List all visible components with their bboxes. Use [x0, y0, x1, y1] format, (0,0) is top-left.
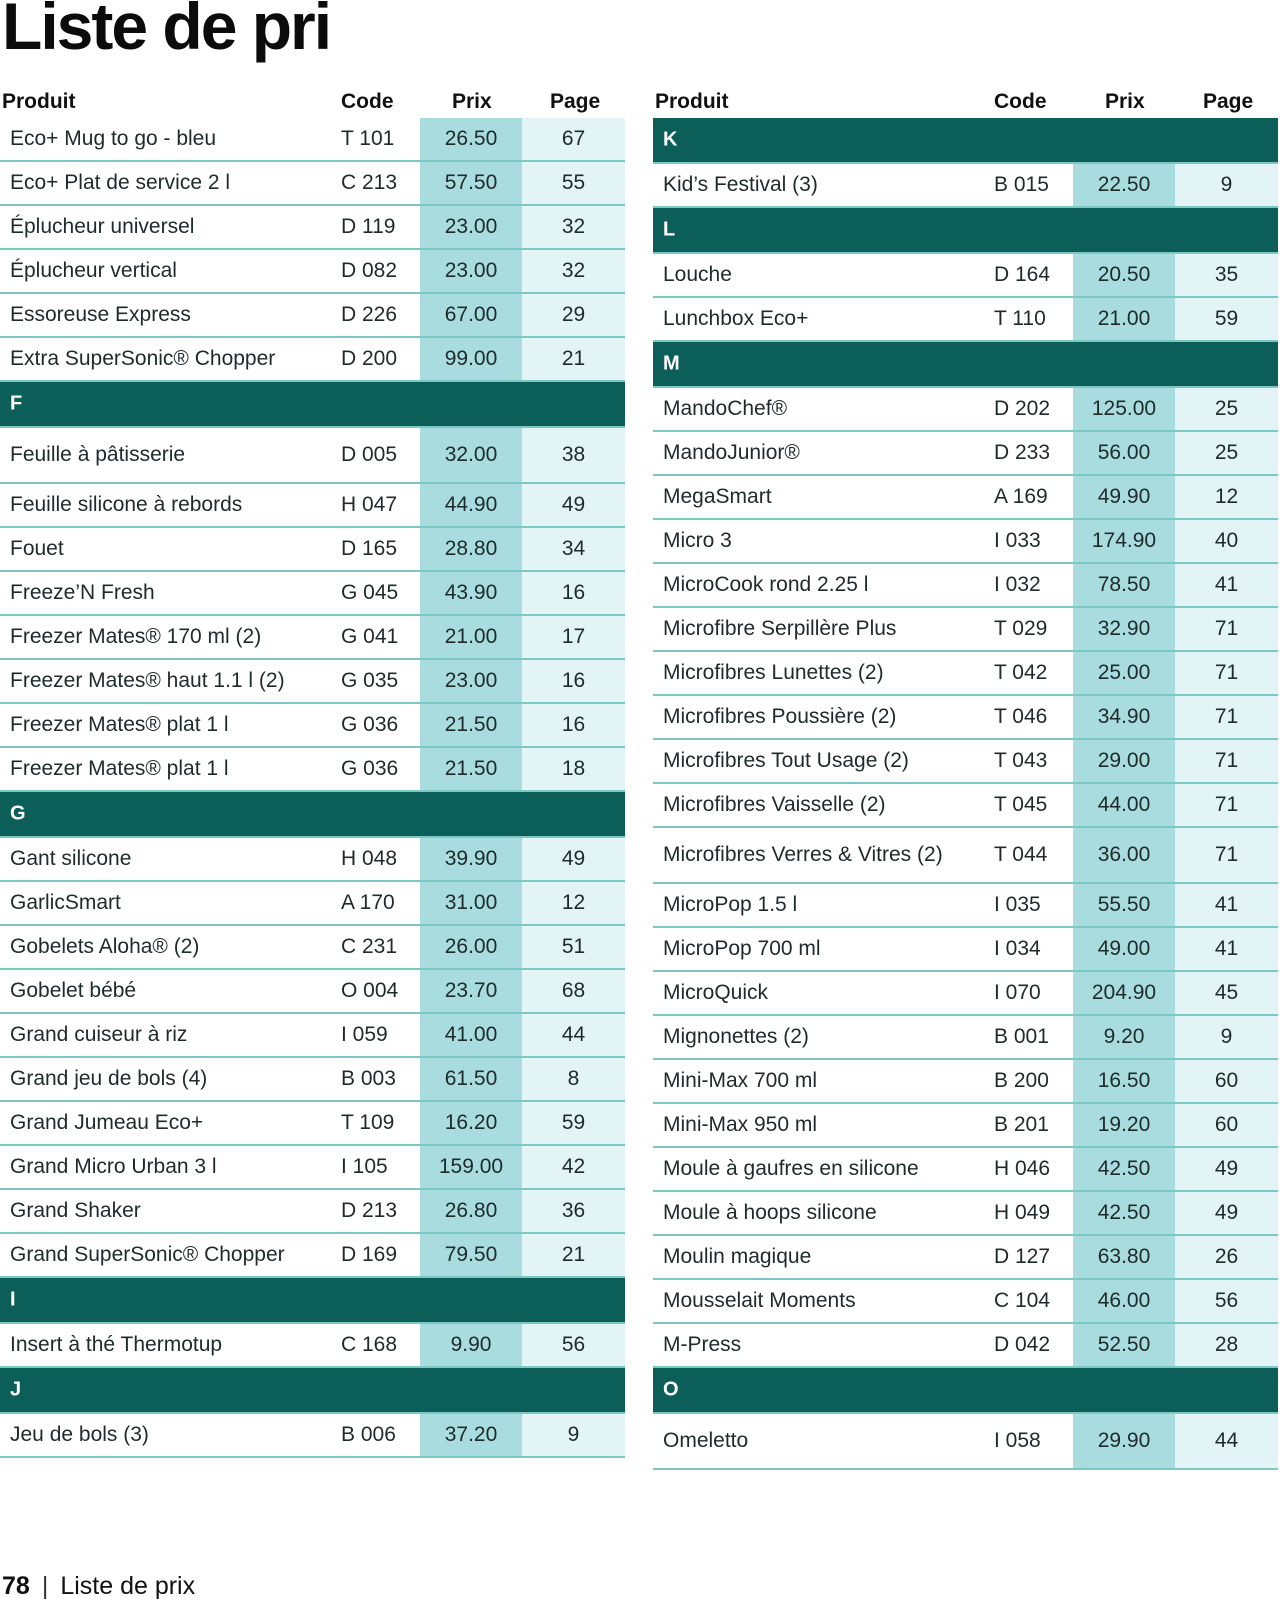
header-code: Code [994, 90, 1047, 113]
product-code: I 032 [994, 573, 1041, 596]
product-code: A 169 [994, 485, 1048, 508]
product-name: Microfibres Vaisselle (2) [663, 793, 886, 816]
product-price: 57.50 [444, 171, 498, 194]
product-price: 37.20 [444, 1423, 498, 1446]
table-row [653, 1060, 1278, 1104]
product-page: 9 [567, 1423, 580, 1446]
product-code: D 226 [341, 303, 398, 326]
product-name: Lunchbox Eco+ [663, 307, 809, 330]
table-row [0, 428, 625, 484]
product-page: 56 [561, 1333, 586, 1356]
product-price: 23.00 [444, 669, 498, 692]
product-name: M-Press [663, 1333, 742, 1356]
product-price: 21.00 [444, 625, 498, 648]
section-letter: I [10, 1288, 16, 1311]
product-name: Éplucheur vertical [10, 259, 177, 282]
product-page: 29 [561, 303, 586, 326]
product-code: T 045 [994, 793, 1048, 816]
product-page: 71 [1214, 617, 1239, 640]
section-header [0, 382, 625, 428]
product-price: 39.90 [444, 847, 498, 870]
product-price: 46.00 [1097, 1289, 1151, 1312]
section-header [0, 1278, 625, 1324]
product-price: 32.00 [444, 443, 498, 466]
page-number: 78 [2, 1572, 30, 1600]
product-price: 29.90 [1097, 1429, 1151, 1452]
product-price: 55.50 [1097, 893, 1151, 916]
product-code: D 200 [341, 347, 398, 370]
product-code: H 049 [994, 1201, 1051, 1224]
section-letter: G [10, 802, 26, 825]
table-row [653, 520, 1278, 564]
product-code: H 048 [341, 847, 398, 870]
product-code: D 165 [341, 537, 398, 560]
product-page: 71 [1214, 793, 1239, 816]
product-price: 28.80 [444, 537, 498, 560]
product-page: 42 [561, 1155, 586, 1178]
table-row [653, 1414, 1278, 1470]
table-row [653, 884, 1278, 928]
product-name: Freezer Mates® plat 1 l [10, 757, 229, 780]
product-code: D 005 [341, 443, 398, 466]
product-price: 22.50 [1097, 173, 1151, 196]
product-name: Jeu de bols (3) [10, 1423, 149, 1446]
product-name: Louche [663, 263, 732, 286]
product-code: B 200 [994, 1069, 1049, 1092]
product-code: T 029 [994, 617, 1048, 640]
product-page: 35 [1214, 263, 1239, 286]
product-code: D 042 [994, 1333, 1051, 1356]
product-code: B 201 [994, 1113, 1049, 1136]
header-code: Code [341, 90, 394, 113]
table-row [0, 118, 625, 162]
product-code: I 035 [994, 893, 1041, 916]
section-header [0, 792, 625, 838]
table-row [653, 164, 1278, 208]
header-page: Page [550, 90, 601, 113]
table-row [653, 1236, 1278, 1280]
product-page: 41 [1214, 573, 1239, 596]
product-price: 26.00 [444, 935, 498, 958]
table-row [653, 254, 1278, 298]
product-code: B 003 [341, 1067, 396, 1090]
product-price: 44.90 [444, 493, 498, 516]
product-code: D 169 [341, 1243, 398, 1266]
table-row [0, 1190, 625, 1234]
product-price: 43.90 [444, 581, 498, 604]
table-rows-left [0, 118, 625, 1458]
footer-label: Liste de prix [60, 1572, 196, 1600]
section-letter: F [10, 392, 23, 415]
product-code: G 036 [341, 757, 399, 780]
product-code: C 213 [341, 171, 398, 194]
table-row [653, 740, 1278, 784]
product-page: 49 [561, 847, 586, 870]
product-name: Freeze’N Fresh [10, 581, 155, 604]
product-price: 25.00 [1097, 661, 1151, 684]
table-row [653, 388, 1278, 432]
product-name: MicroQuick [663, 981, 769, 1004]
section-letter: L [663, 218, 676, 241]
product-code: I 034 [994, 937, 1041, 960]
product-price: 21.00 [1097, 307, 1151, 330]
product-price: 67.00 [444, 303, 498, 326]
product-code: O 004 [341, 979, 399, 1002]
product-page: 49 [561, 493, 586, 516]
table-row [653, 696, 1278, 740]
product-name: Gant silicone [10, 847, 132, 870]
product-code: H 047 [341, 493, 398, 516]
product-name: Freezer Mates® 170 ml (2) [10, 625, 262, 648]
table-row [0, 660, 625, 704]
product-name: Gobelets Aloha® (2) [10, 935, 200, 958]
product-price: 23.00 [444, 215, 498, 238]
table-row [653, 828, 1278, 884]
product-page: 12 [1214, 485, 1239, 508]
product-price: 21.50 [444, 713, 498, 736]
product-name: Moule à gaufres en silicone [663, 1157, 919, 1180]
table-row [0, 704, 625, 748]
section-header [653, 208, 1278, 254]
product-code: C 104 [994, 1289, 1051, 1312]
product-name: Grand Jumeau Eco+ [10, 1111, 204, 1134]
product-page: 12 [561, 891, 586, 914]
product-name: Grand cuiseur à riz [10, 1023, 188, 1046]
table-row [653, 476, 1278, 520]
product-code: A 170 [341, 891, 395, 914]
product-page: 26 [1214, 1245, 1239, 1268]
product-page: 41 [1214, 937, 1239, 960]
table-rows-right [653, 118, 1278, 1470]
product-name: Freezer Mates® plat 1 l [10, 713, 229, 736]
product-page: 71 [1214, 705, 1239, 728]
product-code: D 082 [341, 259, 398, 282]
product-code: H 046 [994, 1157, 1051, 1180]
product-page: 49 [1214, 1157, 1239, 1180]
product-price: 204.90 [1091, 981, 1157, 1004]
table-row [653, 1192, 1278, 1236]
product-page: 68 [561, 979, 586, 1002]
table-row [653, 432, 1278, 476]
table-row [653, 1148, 1278, 1192]
product-price: 125.00 [1091, 397, 1157, 420]
product-page: 45 [1214, 981, 1239, 1004]
product-price: 42.50 [1097, 1201, 1151, 1224]
table-row [0, 572, 625, 616]
product-name: Microfibre Serpillère Plus [663, 617, 897, 640]
table-row [0, 250, 625, 294]
product-page: 9 [1220, 173, 1233, 196]
table-row [0, 528, 625, 572]
product-code: T 109 [341, 1111, 395, 1134]
product-name: Fouet [10, 537, 64, 560]
product-page: 16 [561, 581, 586, 604]
product-name: Feuille silicone à rebords [10, 493, 243, 516]
section-header [653, 1368, 1278, 1414]
product-page: 8 [567, 1067, 580, 1090]
table-row [0, 1102, 625, 1146]
product-name: Microfibres Poussière (2) [663, 705, 897, 728]
product-code: T 110 [994, 307, 1046, 330]
table-row [653, 608, 1278, 652]
product-price: 61.50 [444, 1067, 498, 1090]
product-price: 99.00 [444, 347, 498, 370]
product-name: Éplucheur universel [10, 215, 195, 238]
product-price: 63.80 [1097, 1245, 1151, 1268]
product-code: G 036 [341, 713, 399, 736]
product-page: 32 [561, 215, 586, 238]
product-page: 21 [561, 1243, 586, 1266]
product-code: C 168 [341, 1333, 398, 1356]
table-row [0, 970, 625, 1014]
table-row [0, 206, 625, 250]
table-row [0, 616, 625, 660]
product-code: I 070 [994, 981, 1041, 1004]
price-table-left [0, 86, 625, 1458]
product-page: 36 [561, 1199, 586, 1222]
product-code: I 059 [341, 1023, 388, 1046]
product-page: 34 [561, 537, 586, 560]
product-page: 25 [1214, 441, 1239, 464]
product-page: 59 [561, 1111, 586, 1134]
table-row [653, 928, 1278, 972]
product-page: 38 [561, 443, 586, 466]
table-row [653, 784, 1278, 828]
product-price: 26.80 [444, 1199, 498, 1222]
table-row [0, 838, 625, 882]
product-code: B 006 [341, 1423, 396, 1446]
product-code: I 033 [994, 529, 1041, 552]
table-row [653, 1104, 1278, 1148]
header-page: Page [1203, 90, 1254, 113]
product-code: I 058 [994, 1429, 1041, 1452]
product-name: Insert à thé Thermotup [10, 1333, 223, 1356]
table-row [653, 1324, 1278, 1368]
product-price: 52.50 [1097, 1333, 1151, 1356]
product-page: 56 [1214, 1289, 1239, 1312]
product-code: C 231 [341, 935, 398, 958]
product-price: 174.90 [1091, 529, 1157, 552]
section-letter: M [663, 352, 680, 375]
header-produit: Produit [2, 90, 76, 113]
table-row [653, 1280, 1278, 1324]
section-letter: K [663, 128, 678, 151]
product-name: Grand Shaker [10, 1199, 141, 1222]
product-page: 44 [561, 1023, 586, 1046]
table-row [0, 1234, 625, 1278]
product-name: MandoJunior® [663, 441, 800, 464]
product-page: 28 [1214, 1333, 1239, 1356]
product-page: 71 [1214, 843, 1239, 866]
product-name: Gobelet bébé [10, 979, 137, 1002]
product-code: D 202 [994, 397, 1051, 420]
product-name: Mini-Max 950 ml [663, 1113, 818, 1136]
product-name: Kid’s Festival (3) [663, 173, 818, 196]
product-page: 40 [1214, 529, 1239, 552]
product-price: 26.50 [444, 127, 498, 150]
table-row [653, 298, 1278, 342]
section-header [653, 342, 1278, 388]
table-row [0, 162, 625, 206]
product-code: D 119 [341, 215, 396, 238]
product-name: Eco+ Plat de service 2 l [10, 171, 231, 194]
product-name: Grand SuperSonic® Chopper [10, 1243, 285, 1266]
product-price: 41.00 [444, 1023, 498, 1046]
product-code: T 042 [994, 661, 1048, 684]
product-price: 23.00 [444, 259, 498, 282]
product-page: 16 [561, 713, 586, 736]
table-row [0, 748, 625, 792]
product-name: Feuille à pâtisserie [10, 443, 186, 466]
product-page: 21 [561, 347, 586, 370]
product-code: B 001 [994, 1025, 1049, 1048]
product-page: 60 [1214, 1069, 1239, 1092]
product-name: Microfibres Verres & Vitres (2) [663, 843, 943, 866]
product-name: Microfibres Tout Usage (2) [663, 749, 909, 772]
product-code: G 045 [341, 581, 399, 604]
product-price: 44.00 [1097, 793, 1151, 816]
footer-separator: | [41, 1572, 49, 1600]
product-code: T 043 [994, 749, 1048, 772]
product-price: 21.50 [444, 757, 498, 780]
product-name: MicroPop 700 ml [663, 937, 821, 960]
product-code: D 164 [994, 263, 1051, 286]
table-row [0, 1414, 625, 1458]
product-price: 32.90 [1097, 617, 1151, 640]
product-page: 17 [561, 625, 586, 648]
product-page: 41 [1214, 893, 1239, 916]
product-name: MicroCook rond 2.25 l [663, 573, 869, 596]
product-page: 55 [561, 171, 586, 194]
product-code: G 041 [341, 625, 399, 648]
product-page: 71 [1214, 749, 1239, 772]
product-page: 71 [1214, 661, 1239, 684]
table-row [653, 564, 1278, 608]
product-name: Mignonettes (2) [663, 1025, 809, 1048]
section-header [0, 1368, 625, 1414]
table-header [653, 86, 1278, 118]
header-prix: Prix [1105, 90, 1145, 113]
product-price: 42.50 [1097, 1157, 1151, 1180]
product-name: Freezer Mates® haut 1.1 l (2) [10, 669, 285, 692]
product-price: 79.50 [444, 1243, 498, 1266]
product-name: GarlicSmart [10, 891, 121, 914]
product-code: B 015 [994, 173, 1049, 196]
product-name: MicroPop 1.5 l [663, 893, 798, 916]
product-code: T 046 [994, 705, 1048, 728]
product-page: 18 [561, 757, 586, 780]
product-price: 16.20 [444, 1111, 498, 1134]
product-name: Essoreuse Express [10, 303, 191, 326]
product-code: D 213 [341, 1199, 398, 1222]
table-row [0, 926, 625, 970]
product-price: 9.90 [450, 1333, 492, 1356]
product-price: 23.70 [444, 979, 498, 1002]
section-header [653, 118, 1278, 164]
price-table-right [653, 86, 1278, 1470]
product-code: T 101 [341, 127, 395, 150]
product-name: Grand Micro Urban 3 l [10, 1155, 217, 1178]
table-row [0, 338, 625, 382]
product-page: 60 [1214, 1113, 1239, 1136]
product-name: MandoChef® [663, 397, 788, 420]
product-price: 36.00 [1097, 843, 1151, 866]
product-name: Omeletto [663, 1429, 749, 1452]
table-row [653, 652, 1278, 696]
product-page: 9 [1220, 1025, 1233, 1048]
product-page: 51 [561, 935, 586, 958]
product-name: Micro 3 [663, 529, 732, 552]
product-price: 49.90 [1097, 485, 1151, 508]
product-price: 56.00 [1097, 441, 1151, 464]
product-name: Mousselait Moments [663, 1289, 856, 1312]
product-code: T 044 [994, 843, 1048, 866]
table-row [0, 1058, 625, 1102]
product-price: 29.00 [1097, 749, 1151, 772]
header-prix: Prix [452, 90, 492, 113]
section-letter: J [10, 1378, 22, 1401]
product-name: Microfibres Lunettes (2) [663, 661, 884, 684]
product-name: Extra SuperSonic® Chopper [10, 347, 276, 370]
product-page: 25 [1214, 397, 1239, 420]
product-name: Eco+ Mug to go - bleu [10, 127, 217, 150]
product-code: G 035 [341, 669, 399, 692]
table-header [0, 86, 625, 118]
product-page: 16 [561, 669, 586, 692]
product-code: D 127 [994, 1245, 1051, 1268]
product-price: 31.00 [444, 891, 498, 914]
product-code: I 105 [341, 1155, 388, 1178]
table-row [653, 972, 1278, 1016]
table-row [0, 1014, 625, 1058]
table-row [0, 1146, 625, 1190]
product-page: 59 [1214, 307, 1239, 330]
product-code: D 233 [994, 441, 1051, 464]
table-row [653, 1016, 1278, 1060]
table-row [0, 882, 625, 926]
product-price: 20.50 [1097, 263, 1151, 286]
product-price: 9.20 [1103, 1025, 1145, 1048]
product-name: Moule à hoops silicone [663, 1201, 877, 1224]
product-name: MegaSmart [663, 485, 772, 508]
product-name: Mini-Max 700 ml [663, 1069, 818, 1092]
product-price: 78.50 [1097, 573, 1151, 596]
product-price: 49.00 [1097, 937, 1151, 960]
header-produit: Produit [655, 90, 729, 113]
section-letter: O [663, 1378, 679, 1401]
product-price: 19.20 [1097, 1113, 1151, 1136]
table-row [0, 294, 625, 338]
product-page: 44 [1214, 1429, 1239, 1452]
product-name: Grand jeu de bols (4) [10, 1067, 208, 1090]
table-row [0, 484, 625, 528]
product-page: 49 [1214, 1201, 1239, 1224]
table-row [0, 1324, 625, 1368]
product-page: 67 [561, 127, 586, 150]
product-page: 32 [561, 259, 586, 282]
page-title: Liste de pri [2, 0, 331, 63]
product-name: Moulin magique [663, 1245, 812, 1268]
product-price: 16.50 [1097, 1069, 1151, 1092]
page-footer [2, 1572, 195, 1601]
product-price: 159.00 [438, 1155, 504, 1178]
product-price: 34.90 [1097, 705, 1151, 728]
